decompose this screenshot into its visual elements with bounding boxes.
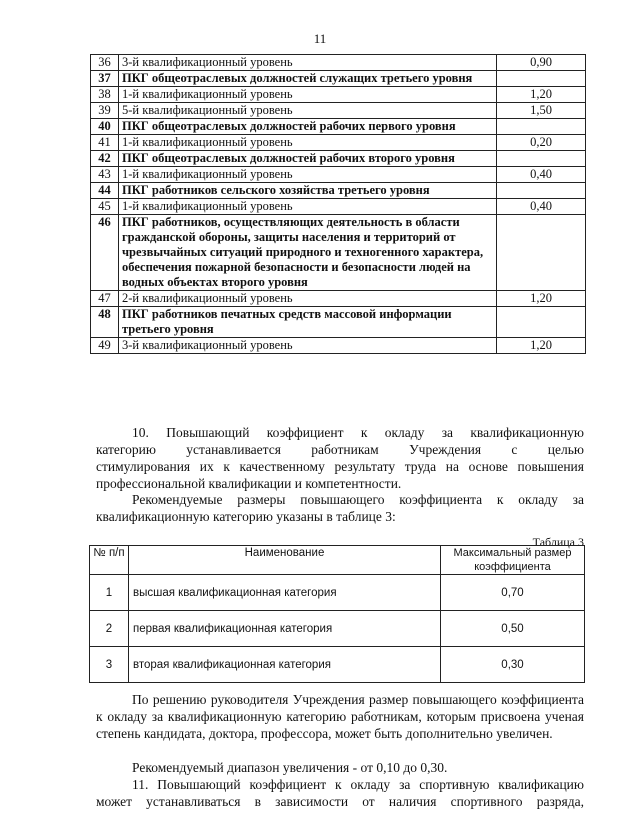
paragraph-10-line-4: профессиональной квалификации и компетентности. [96,476,402,491]
row-name: ПКГ работников печатных средств массовой информации третьего уровня [119,307,497,338]
table-row [91,167,586,183]
header-number: № п/п [90,546,129,575]
row-value [497,151,586,167]
paragraph-recommended-sizes: Рекомендуемые размеры повышающего коэффициента к окладу за квалификационную категорию указаны в таблице 3: [96,492,584,524]
row-value: 0,40 [497,167,586,183]
row-value: 1,20 [497,338,586,354]
table-row [90,647,585,683]
table-row [91,135,586,151]
table-row [91,103,586,119]
table-row [91,151,586,167]
row-name: 1-й квалификационный уровень [119,199,497,215]
row-name: 3-й квалификационный уровень [119,338,497,354]
table-row [90,611,585,647]
table-row [91,199,586,215]
row-name: 1-й квалификационный уровень [119,167,497,183]
row-name: ПКГ общеотраслевых должностей служащих третьего уровня [119,71,497,87]
positions-coefficient-table [90,54,586,354]
row-name: 3-й квалификационный уровень [119,55,497,71]
table-row [91,291,586,307]
row-number: 36 [91,55,119,71]
row-number: 43 [91,167,119,183]
header-name: Наименование [129,546,441,575]
row-number: 3 [90,647,129,683]
row-value [497,307,586,338]
row-name: вторая квалификационная категория [129,647,441,683]
row-value: 0,20 [497,135,586,151]
row-number: 41 [91,135,119,151]
row-number: 39 [91,103,119,119]
row-number: 47 [91,291,119,307]
paragraph-decision: По решению руководителя Учреждения размер повышающего коэффициента к окладу за квалификационную категорию работникам, которым присвоена ученая степень кандидата, доктора, профессора, может быть дополнительно увеличен. [96,692,584,741]
row-value [497,119,586,135]
table-row [91,55,586,71]
row-value [497,71,586,87]
qualification-category-table [89,545,585,683]
row-value: 0,70 [441,575,585,611]
page-number: 11 [313,31,327,46]
row-name: 2-й квалификационный уровень [119,291,497,307]
row-value: 1,20 [497,87,586,103]
row-value [497,215,586,291]
row-number: 46 [91,215,119,291]
row-name: ПКГ общеотраслевых должностей рабочих второго уровня [119,151,497,167]
row-number: 38 [91,87,119,103]
row-name: 1-й квалификационный уровень [119,135,497,151]
table-row [91,87,586,103]
table-row [91,183,586,199]
paragraph-10-line-2: категорию устанавливается работникам Учреждения с целью [96,442,584,457]
paragraph-10-line-3: стимулирования их к качественному результату труда на основе повышения [96,459,584,474]
paragraph-11-line-2: может устанавливаться в зависимости от наличия спортивного разряда, [96,794,584,809]
row-value: 0,30 [441,647,585,683]
row-value: 0,90 [497,55,586,71]
table-3-caption: Таблица 3 [532,535,584,549]
paragraph-10-line-1: 10. Повышающий коэффициент к окладу за квалификационную [132,425,584,440]
table-3-header-row [90,546,585,575]
row-name: ПКГ общеотраслевых должностей рабочих первого уровня [119,119,497,135]
row-number: 42 [91,151,119,167]
row-name: первая квалификационная категория [129,611,441,647]
row-value: 0,50 [441,611,585,647]
paragraph-range: Рекомендуемый диапазон увеличения - от 0,10 до 0,30. [132,760,448,775]
row-name: 5-й квалификационный уровень [119,103,497,119]
row-value: 0,40 [497,199,586,215]
row-number: 1 [90,575,129,611]
paragraph-11-line-1: 11. Повышающий коэффициент к окладу за спортивную квалификацию [132,777,584,792]
row-name: высшая квалификационная категория [129,575,441,611]
row-number: 48 [91,307,119,338]
row-number: 40 [91,119,119,135]
row-number: 49 [91,338,119,354]
table-row [91,338,586,354]
row-value [497,183,586,199]
table-row [91,119,586,135]
row-number: 45 [91,199,119,215]
row-name: ПКГ работников сельского хозяйства третьего уровня [119,183,497,199]
paragraph-11 [96,776,584,810]
row-name: ПКГ работников, осуществляющих деятельность в области гражданской обороны, защиты населения и территорий от чрезвычайных ситуаций природного и техногенного характера, обеспечения пожарной безопасности и безопасности людей на водных объектах второго уровня [119,215,497,291]
table-row [91,307,586,338]
row-name: 1-й квалификационный уровень [119,87,497,103]
row-value: 1,50 [497,103,586,119]
table-row [90,575,585,611]
paragraph-10 [96,424,584,492]
table-row [91,215,586,291]
row-number: 37 [91,71,119,87]
row-number: 2 [90,611,129,647]
row-value: 1,20 [497,291,586,307]
table-row [91,71,586,87]
row-number: 44 [91,183,119,199]
header-max-coefficient: Максимальный размер коэффициента [441,546,585,575]
